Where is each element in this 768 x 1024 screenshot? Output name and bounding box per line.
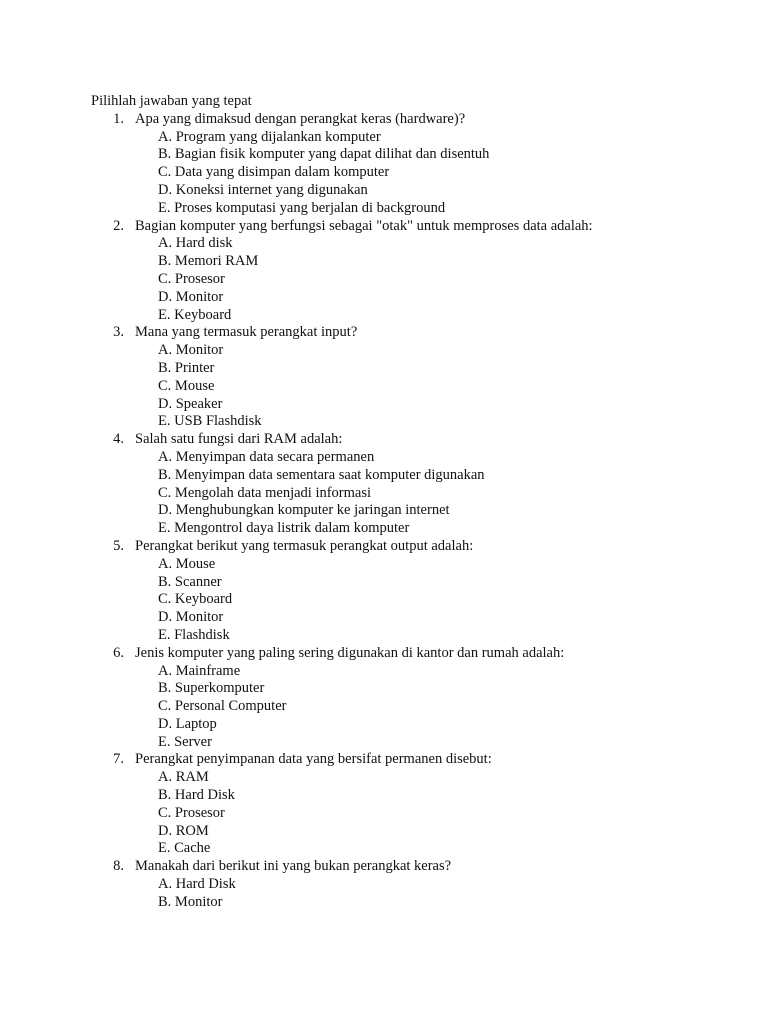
answer-option: A. RAM: [158, 769, 209, 786]
question-number: 1.: [113, 110, 124, 127]
answer-option: C. Data yang disimpan dalam komputer: [158, 164, 390, 181]
answer-options: [0, 235, 593, 324]
answer-option: A. Mouse: [158, 555, 216, 572]
answer-option: C. Prosesor: [158, 804, 225, 821]
question-number: 6.: [113, 644, 124, 661]
answer-option: B. Superkomputer: [158, 680, 265, 697]
question-item: [0, 218, 593, 325]
question-number: 8.: [113, 858, 124, 875]
answer-option: C. Keyboard: [158, 591, 233, 608]
answer-options: [0, 449, 593, 538]
question-list: [0, 111, 593, 912]
question-text: Perangkat penyimpanan data yang bersifat permanen disebut:: [135, 751, 492, 768]
answer-option: B. Memori RAM: [158, 253, 259, 270]
answer-option: A. Hard Disk: [158, 876, 236, 893]
question-number: 4.: [113, 431, 124, 448]
question-number: 5.: [113, 537, 124, 554]
answer-option: D. ROM: [158, 822, 209, 839]
answer-option: A. Mainframe: [158, 662, 241, 679]
answer-option: A. Monitor: [158, 342, 224, 359]
answer-option: E. USB Flashdisk: [158, 413, 262, 430]
question-item: [0, 645, 593, 752]
answer-option: E. Flashdisk: [158, 626, 230, 643]
question-number: 3.: [113, 324, 124, 341]
question-number: 2.: [113, 217, 124, 234]
answer-option: D. Koneksi internet yang digunakan: [158, 181, 368, 198]
answer-option: E. Server: [158, 733, 212, 750]
question-number: 7.: [113, 751, 124, 768]
question-item: [0, 858, 593, 911]
answer-option: E. Mengontrol daya listrik dalam komputer: [158, 520, 410, 537]
answer-option: C. Mengolah data menjadi informasi: [158, 484, 372, 501]
question-text: Apa yang dimaksud dengan perangkat keras (hardware)?: [135, 110, 466, 127]
question-text: Mana yang termasuk perangkat input?: [135, 324, 358, 341]
answer-option: C. Prosesor: [158, 270, 225, 287]
answer-options: [0, 129, 593, 218]
answer-options: [0, 663, 593, 752]
answer-option: B. Hard Disk: [158, 787, 235, 804]
question-item: [0, 324, 593, 431]
answer-option: E. Proses komputasi yang berjalan di background: [158, 199, 446, 216]
answer-option: B. Monitor: [158, 893, 223, 910]
answer-option: A. Hard disk: [158, 235, 233, 252]
answer-options: [0, 876, 593, 912]
answer-option: D. Monitor: [158, 288, 224, 305]
answer-option: B. Scanner: [158, 573, 222, 590]
answer-option: D. Laptop: [158, 715, 217, 732]
answer-option: D. Monitor: [158, 609, 224, 626]
question-item: [0, 538, 593, 645]
answer-option: B. Printer: [158, 359, 215, 376]
instruction-text: Pilihlah jawaban yang tepat: [91, 93, 252, 109]
answer-options: [0, 769, 593, 858]
answer-option: E. Keyboard: [158, 306, 232, 323]
question-text: Bagian komputer yang berfungsi sebagai "otak" untuk memproses data adalah:: [135, 217, 593, 234]
question-text: Salah satu fungsi dari RAM adalah:: [135, 431, 343, 448]
question-text: Manakah dari berikut ini yang bukan perangkat keras?: [135, 858, 452, 875]
answer-option: A. Menyimpan data secara permanen: [158, 448, 375, 465]
answer-option: A. Program yang dijalankan komputer: [158, 128, 381, 145]
answer-option: C. Personal Computer: [158, 698, 287, 715]
question-text: Perangkat berikut yang termasuk perangkat output adalah:: [135, 537, 474, 554]
answer-options: [0, 342, 593, 431]
question-text: Jenis komputer yang paling sering digunakan di kantor dan rumah adalah:: [135, 644, 565, 661]
answer-options: [0, 556, 593, 645]
answer-option: C. Mouse: [158, 377, 215, 394]
question-item: [0, 751, 593, 858]
answer-option: D. Speaker: [158, 395, 223, 412]
answer-option: B. Bagian fisik komputer yang dapat dilihat dan disentuh: [158, 146, 490, 163]
question-item: [0, 431, 593, 538]
answer-option: B. Menyimpan data sementara saat komputer digunakan: [158, 466, 485, 483]
question-item: [0, 111, 593, 218]
answer-option: D. Menghubungkan komputer ke jaringan internet: [158, 502, 450, 519]
answer-option: E. Cache: [158, 840, 211, 857]
